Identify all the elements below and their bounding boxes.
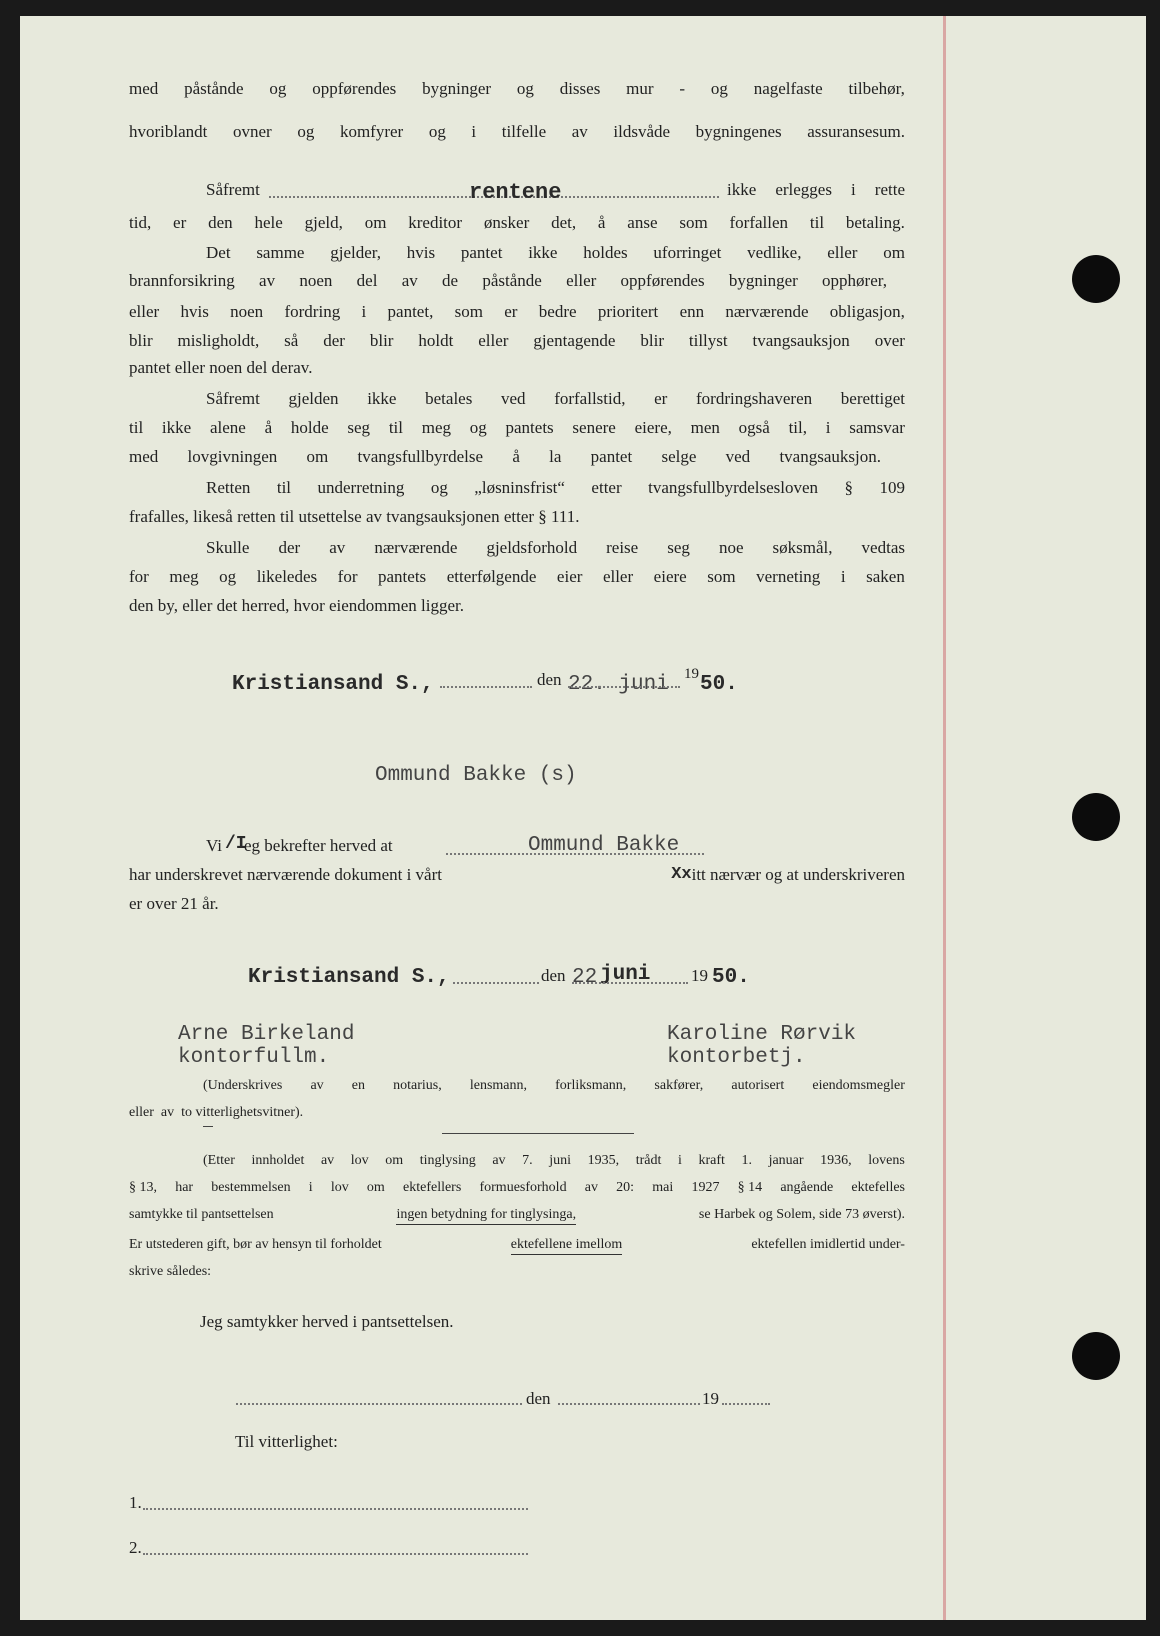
- attest-line-2: [129, 864, 905, 886]
- word: søksmål,: [772, 538, 833, 557]
- word: i: [825, 418, 831, 437]
- witness-line: [143, 1553, 528, 1555]
- word: gjelder,: [330, 243, 382, 262]
- word: januar: [768, 1153, 804, 1168]
- word: tvangsfullbyrdelse: [357, 447, 484, 466]
- word: nærværende: [725, 302, 809, 321]
- consent-text: Jeg samtykker herved i pantsettelsen.: [200, 1312, 454, 1331]
- word: „løsninsfrist“: [474, 478, 565, 497]
- note-text: samtykke til pantsettelsen: [129, 1207, 274, 1222]
- fill-line: [572, 982, 688, 984]
- word: trådt: [635, 1153, 662, 1168]
- word: av: [320, 1153, 335, 1168]
- word: brannforsikring: [129, 271, 235, 290]
- word: bestemmelsen: [211, 1180, 291, 1195]
- attest-words-b: itt nærvær og at underskriveren: [691, 865, 905, 884]
- word: i: [840, 567, 846, 586]
- word: de: [442, 271, 459, 290]
- attest-lead-2: eg bekrefter herved at: [244, 836, 393, 855]
- clause-lead: Såfremt: [206, 180, 260, 199]
- note-line: [129, 1206, 905, 1225]
- word: oppførendes: [312, 79, 397, 98]
- word: men: [690, 418, 720, 437]
- word: underretning: [317, 478, 405, 497]
- word: av: [401, 271, 418, 290]
- word: som: [707, 567, 736, 586]
- word: der: [323, 331, 345, 350]
- word: ved: [725, 447, 751, 466]
- word: Retten: [206, 478, 251, 497]
- word: eller: [129, 302, 160, 321]
- word: gjelden: [288, 389, 339, 408]
- word: kraft: [698, 1153, 725, 1168]
- word: noe: [718, 538, 744, 557]
- word: der: [278, 538, 301, 557]
- note-line: [129, 1236, 905, 1255]
- year-prefix: 19: [702, 1389, 719, 1408]
- note-line: [203, 1077, 905, 1095]
- note-line: [203, 1152, 905, 1170]
- word: Skulle: [206, 538, 250, 557]
- word: assuransesum.: [807, 122, 905, 141]
- word: fordringshaveren: [696, 389, 813, 408]
- word: er: [504, 302, 518, 321]
- word: en: [351, 1078, 365, 1093]
- word: § 14: [737, 1180, 763, 1195]
- body-line: [206, 242, 905, 264]
- word: forliksmann,: [555, 1078, 627, 1093]
- word: eiere: [653, 567, 687, 586]
- fill-line: [568, 686, 680, 688]
- word: i: [308, 1180, 313, 1195]
- year-prefix: 19: [684, 666, 699, 682]
- word: er: [654, 389, 668, 408]
- word: notarius,: [393, 1078, 442, 1093]
- word: bygninger: [728, 271, 798, 290]
- place-2: Kristiansand S.,: [248, 966, 450, 989]
- den-label: den: [537, 670, 562, 689]
- word: (Etter: [203, 1153, 235, 1168]
- word: om: [883, 243, 905, 262]
- body-line: [129, 566, 905, 588]
- word: pantets: [378, 567, 427, 586]
- word: av: [310, 1078, 324, 1093]
- body-line: [206, 477, 905, 499]
- word: for: [129, 567, 149, 586]
- word: også: [738, 418, 770, 437]
- word: ovner: [233, 122, 272, 141]
- note-words: Er utstederen gift, bør av hensyn til forholdet: [129, 1237, 382, 1252]
- word: blir: [129, 331, 153, 350]
- underlined-text: ektefellene imellom: [511, 1236, 623, 1255]
- word: holdes: [583, 243, 628, 262]
- signature-line: [236, 1403, 522, 1405]
- word: del: [356, 271, 378, 290]
- word: bedre: [538, 302, 577, 321]
- word: for: [337, 567, 358, 586]
- fill-line: [722, 1403, 770, 1405]
- word: betales: [425, 389, 473, 408]
- word: meg: [421, 418, 452, 437]
- word: enn: [679, 302, 705, 321]
- word: likeledes: [256, 567, 318, 586]
- word: eller: [478, 331, 509, 350]
- witness-line-number: 2.: [129, 1538, 142, 1557]
- underlined-text: ingen betydning for tinglysinga,: [396, 1206, 576, 1225]
- word: har: [175, 1180, 194, 1195]
- word: sakfører,: [654, 1078, 704, 1093]
- word: hele: [254, 213, 283, 232]
- word: i: [361, 302, 367, 321]
- signature-1: Ommund Bakke (s): [375, 764, 577, 787]
- word: selge: [661, 447, 697, 466]
- word: (Underskrives: [203, 1078, 283, 1093]
- witness-line-number: 1.: [129, 1493, 142, 1512]
- word: ektefellers: [403, 1180, 462, 1195]
- word: fordring: [284, 302, 341, 321]
- word: 109: [879, 478, 905, 497]
- word: gjentagende: [533, 331, 616, 350]
- word: å: [597, 213, 606, 232]
- word: komfyrer: [339, 122, 404, 141]
- word: og: [219, 567, 237, 586]
- word: blir: [369, 331, 394, 350]
- word: eller: [602, 567, 634, 586]
- witness-line: [143, 1508, 528, 1510]
- word: som: [454, 302, 483, 321]
- word: uforringet: [653, 243, 722, 262]
- witness-right-title: kontorbetj.: [667, 1046, 806, 1069]
- word: til: [129, 418, 144, 437]
- word: av: [492, 1153, 506, 1168]
- word: reise: [606, 538, 639, 557]
- den-label: den: [526, 1389, 551, 1408]
- word: ektefelles: [851, 1180, 905, 1195]
- fill-line: [453, 982, 539, 984]
- attest-lead: Vi: [206, 836, 222, 855]
- word: holdt: [418, 331, 454, 350]
- word: berettiget: [840, 389, 905, 408]
- word: verneting: [756, 567, 821, 586]
- word: om: [385, 1153, 404, 1168]
- word: lovgivningen: [187, 447, 278, 466]
- body-line: [129, 330, 905, 352]
- witness-right-name: Karoline Rørvik: [667, 1023, 857, 1046]
- word: ved: [500, 389, 526, 408]
- body-line: [206, 388, 905, 410]
- word: om: [364, 213, 387, 232]
- word: i: [677, 1153, 682, 1168]
- word: holde: [290, 418, 329, 437]
- punch-hole: [1072, 255, 1120, 303]
- punch-hole: [1072, 1332, 1120, 1380]
- word: og: [269, 79, 287, 98]
- word: av: [571, 122, 588, 141]
- word: tvangsfullbyrdelsesloven: [648, 478, 819, 497]
- word: etterfølgende: [446, 567, 537, 586]
- clause-trail: ikke erlegges i rette: [727, 180, 905, 199]
- word: til: [809, 213, 825, 232]
- note-text: se Harbek og Solem, side 73 øverst).: [698, 1207, 905, 1222]
- word: lov: [350, 1153, 369, 1168]
- date-2-day: 22: [572, 966, 598, 989]
- word: ikke: [367, 389, 397, 408]
- word: hvis: [406, 243, 436, 262]
- word: med: [129, 447, 159, 466]
- word: 20:: [616, 1180, 635, 1195]
- body-line: [206, 537, 905, 559]
- word: hvoriblandt: [129, 122, 208, 141]
- body-line: den by, eller det herred, hvor eiendommen ligger.: [129, 596, 465, 615]
- body-line: [129, 417, 905, 439]
- word: meg: [169, 567, 199, 586]
- word: og: [710, 79, 728, 98]
- year-suffix: 50.: [712, 966, 750, 989]
- word: pantets: [505, 418, 554, 437]
- word: 1.: [741, 1153, 752, 1168]
- word: oppførendes: [620, 271, 705, 290]
- word: tvangsauksjon.: [779, 447, 881, 466]
- word: vedlike,: [747, 243, 802, 262]
- note-words: ektefellen imidlertid under-: [751, 1237, 905, 1252]
- word: gjeld,: [304, 213, 343, 232]
- word: med: [129, 79, 159, 98]
- body-line: [129, 301, 905, 323]
- word: samme: [256, 243, 305, 262]
- word: pantet: [460, 243, 503, 262]
- fill-line: [440, 686, 532, 688]
- word: påstånde: [482, 271, 542, 290]
- word: senere: [572, 418, 616, 437]
- word: tid,: [129, 213, 152, 232]
- word: nærværende: [374, 538, 458, 557]
- date-2-month: juni: [600, 963, 651, 986]
- word: lensmann,: [469, 1078, 528, 1093]
- word: gjeldsforhold: [486, 538, 578, 557]
- year-prefix: 19: [691, 966, 708, 985]
- body-line: pantet eller noen del derav.: [129, 358, 313, 377]
- word: angående: [780, 1180, 834, 1195]
- word: lov: [330, 1180, 349, 1195]
- word: samsvar: [849, 418, 905, 437]
- word: 1927: [691, 1180, 720, 1195]
- word: la: [549, 447, 562, 466]
- word: til: [388, 418, 403, 437]
- word: prioritert: [597, 302, 659, 321]
- word: og: [516, 79, 534, 98]
- word: i: [471, 122, 477, 141]
- word: 1935,: [587, 1153, 620, 1168]
- date-1-day-month: 22. juni: [568, 673, 669, 696]
- word: autorisert: [731, 1078, 785, 1093]
- den-label: den: [541, 966, 566, 985]
- word: som: [679, 213, 708, 232]
- word: -: [679, 79, 686, 98]
- word: 1936,: [820, 1153, 852, 1168]
- body-line: [129, 446, 881, 468]
- word: disses: [559, 79, 601, 98]
- word: forfallen: [729, 213, 789, 232]
- word: til,: [788, 418, 807, 437]
- word: påstånde: [184, 79, 244, 98]
- body-line: [129, 78, 905, 100]
- word: tilfelle: [501, 122, 547, 141]
- attest-struck-group: [671, 864, 905, 886]
- note-line: [129, 1179, 905, 1197]
- word: § 13,: [129, 1180, 157, 1195]
- fill-line: [558, 1403, 700, 1405]
- word: 7.: [522, 1153, 533, 1168]
- word: av: [329, 538, 346, 557]
- filled-renter: rentene: [469, 180, 562, 205]
- body-line: frafalles, likeså retten til utsettelse av tvangsauksjonen etter § 111.: [129, 507, 580, 526]
- body-line: [129, 212, 905, 234]
- margin-line: [943, 16, 946, 1620]
- witness-left-title: kontorfullm.: [178, 1046, 330, 1069]
- dash: [203, 1126, 213, 1127]
- word: så: [284, 331, 299, 350]
- word: og: [430, 478, 448, 497]
- word: eier: [556, 567, 583, 586]
- word: alene: [209, 418, 246, 437]
- note-line: skrive således:: [129, 1264, 212, 1279]
- word: tillyst: [688, 331, 728, 350]
- word: blir: [640, 331, 664, 350]
- word: og: [428, 122, 446, 141]
- word: noen: [230, 302, 264, 321]
- word: det,: [551, 213, 577, 232]
- word: anse: [627, 213, 658, 232]
- word: og: [297, 122, 315, 141]
- word: eller: [827, 243, 858, 262]
- attest-words-a: har underskrevet nærværende dokument i vårt: [129, 865, 442, 884]
- word: ildsvåde: [613, 122, 671, 141]
- witness-left-name: Arne Birkeland: [178, 1023, 355, 1046]
- word: og: [469, 418, 487, 437]
- word: den: [208, 213, 233, 232]
- word: av: [259, 271, 276, 290]
- word: §: [844, 478, 854, 497]
- body-line: er over 21 år.: [129, 894, 219, 913]
- word: om: [366, 1180, 385, 1195]
- word: av: [584, 1180, 598, 1195]
- struck-text: /I: [225, 834, 247, 854]
- word: eiere,: [634, 418, 672, 437]
- word: innholdet: [251, 1153, 305, 1168]
- word: tilbehør,: [848, 79, 905, 98]
- word: pantet,: [387, 302, 434, 321]
- struck-text: Xx: [671, 865, 692, 884]
- word: tinglysing: [419, 1153, 476, 1168]
- word: betaling.: [845, 213, 905, 232]
- word: bygninger: [422, 79, 492, 98]
- word: mur: [626, 79, 654, 98]
- word: forfallstid,: [554, 389, 626, 408]
- place-1: Kristiansand S.,: [232, 673, 434, 696]
- word: ikke: [161, 418, 192, 437]
- word: ønsker: [483, 213, 530, 232]
- word: eller: [566, 271, 597, 290]
- word: etter: [591, 478, 622, 497]
- word: noen: [299, 271, 333, 290]
- year-suffix: 50.: [700, 673, 738, 696]
- til-vitterlighet: Til vitterlighet:: [235, 1432, 338, 1451]
- word: Det: [206, 243, 231, 262]
- word: hvis: [180, 302, 209, 321]
- note-line: eller av to vitterlighetsvitner).: [129, 1105, 304, 1120]
- word: Såfremt: [206, 389, 260, 408]
- body-line: [129, 121, 905, 143]
- word: obligasjon,: [829, 302, 905, 321]
- word: lovens: [868, 1153, 905, 1168]
- word: til: [276, 478, 292, 497]
- word: tvangsauksjon: [752, 331, 850, 350]
- word: seg: [347, 418, 371, 437]
- body-line: [129, 270, 887, 292]
- word: nagelfaste: [753, 79, 823, 98]
- word: eiendomsmegler: [812, 1078, 905, 1093]
- word: opphører,: [822, 271, 887, 290]
- word: kreditor: [408, 213, 463, 232]
- word: mai: [652, 1180, 674, 1195]
- word: ikke: [528, 243, 558, 262]
- word: er: [173, 213, 187, 232]
- word: misligholdt,: [177, 331, 260, 350]
- word: vedtas: [861, 538, 905, 557]
- word: bygningenes: [695, 122, 782, 141]
- word: pantet: [590, 447, 633, 466]
- separator-rule: [442, 1133, 634, 1134]
- attested-name: Ommund Bakke: [528, 834, 680, 857]
- word: formuesforhold: [479, 1180, 567, 1195]
- word: å: [264, 418, 273, 437]
- word: seg: [667, 538, 690, 557]
- word: juni: [549, 1153, 572, 1168]
- word: om: [306, 447, 329, 466]
- word: å: [512, 447, 520, 466]
- punch-hole: [1072, 793, 1120, 841]
- word: over: [874, 331, 905, 350]
- word: saken: [866, 567, 905, 586]
